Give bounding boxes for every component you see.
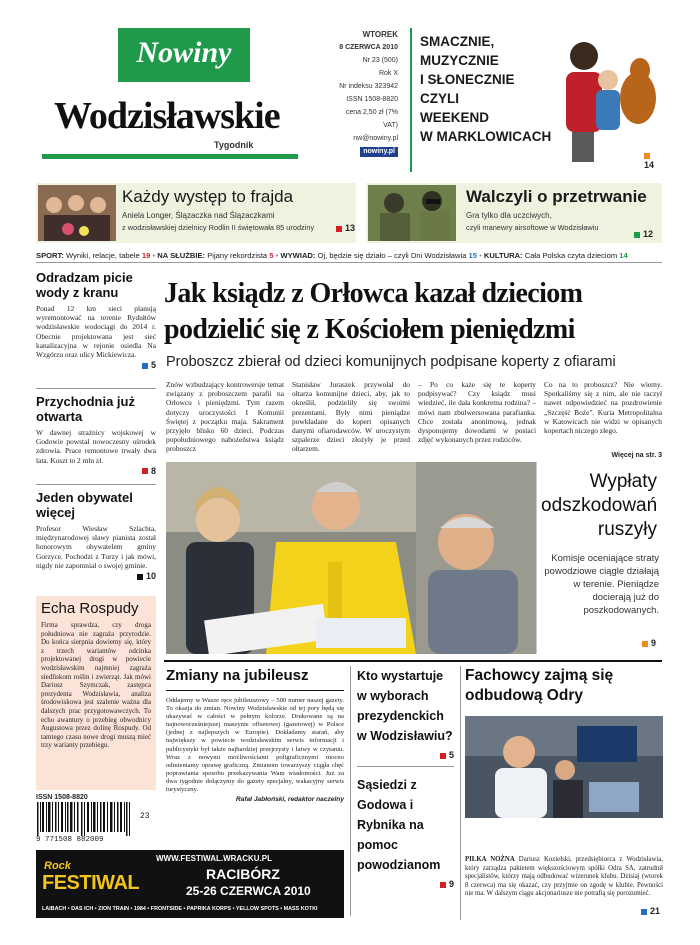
mid-question-2-page xyxy=(357,879,454,889)
sidebar-item-page-num: 10 xyxy=(145,571,156,582)
ticker-page: 14 xyxy=(619,251,628,260)
feature-title: Wypłaty odszkodowań ruszyły xyxy=(541,471,658,540)
logo-underline xyxy=(42,154,298,159)
ticker-kultura[interactable] xyxy=(484,251,628,260)
mid-column xyxy=(350,666,454,916)
lead-deck: Proboszcz zbierał od dzieci komunijnych podpisane koperty z ofiarami xyxy=(166,354,616,370)
odra-article[interactable] xyxy=(460,666,662,920)
ticker-page: 15 xyxy=(468,251,477,260)
ticker-text: Oj, będzie się działo – czyli Dni Wodzisławia xyxy=(317,251,467,260)
promo-right-title: Walczyli o przetrwanie xyxy=(466,187,647,206)
ticker-sport[interactable] xyxy=(36,251,150,260)
sidebar-item-page xyxy=(36,571,156,581)
top-promo-line: I SŁONECZNIE xyxy=(420,72,515,87)
echo-body: Firma sprawdza, czy droga południowa nie zagraża przyrodzie. Do końca sierpnia dowiemy się, który z trzech wariantów odcinka projektowanej drogi w powiecie wodzisławskim najmniej zagraża siedliskom roślin i zwierząt. Jak mówi Dariusz Szymczak, zastępca prezydenta Wodzisławia, analiza środowiskowa jest szalenie ważna dla dalszych prac przygotowawczych. To echo awantury o przebieg obwodnicy Augustowa przez dolinę Rospudy. Od tamtego czasu nowe drogi muszą mieć trzy warianty przebiegu. xyxy=(41,621,151,750)
odra-page xyxy=(641,906,660,916)
sidebar-item-title: Jeden obywatel więcej xyxy=(36,490,133,520)
echo-title: Echa Rospudy xyxy=(41,600,139,617)
lead-more-link[interactable]: Więcej na str. 3 xyxy=(611,452,662,459)
masthead-info xyxy=(332,28,398,158)
barcode-number: 9 771508 882009 xyxy=(36,836,104,844)
editorial-body: Oddajemy w Wasze ręce jubileuszowy – 500 numer naszej gazety. To okazja do zmian. Nowiny Wodzisławskie od tej pory będą się ukazywać w całości w pełnym kolorze. Drukowane są na najnowocześniejszej maszynie offsetowej (gazetowej) w Polsce (jednej z najlepszych w Europie). Dokładamy starań, aby największy w powiecie wodzisławskim serwis informacji i publicystyki był także najbardziej przejrzysty i łatwy w czytaniu. Wraz z nowymi możliwościami poligraficznymi mocno odmieniamy oprawę graficzną. Zmianom towarzyszy ciągła chęć poprawiania sposobu przekazywania Wam wiadomości. Już za dwa tygodnie dołączymy do gazety specjalny, wakacyjny serwis turystyczny. xyxy=(166,697,344,794)
sidebar-item-body: Profesor Wiesław Szlachta, międzynarodowej sławy pianista został honorowym obywatelem gminy Gorzyce. Pochodzi z Turzy i jak mówi, nigdy nie zapomniał o swojej gminie. xyxy=(36,524,156,570)
ticker-label: WYWIAD: xyxy=(280,251,316,260)
info-email[interactable]: nw@nowiny.pl xyxy=(353,135,398,142)
festival-logo-top: Rock xyxy=(44,860,71,872)
festival-dates: 25-26 CZERWCA 2010 xyxy=(186,884,311,898)
editorial-signature: Rafał Jabłoński, redaktor naczelny xyxy=(235,796,344,804)
lead-columns xyxy=(166,380,662,460)
sidebar-item-title: Przychodnia już otwarta xyxy=(36,394,135,424)
promo-left-sub: Aniela Longer, Ślązaczka nad Ślązaczkami xyxy=(122,211,275,220)
mid-page-num: 5 xyxy=(448,750,454,760)
sidebar-item-title: Odradzam picie wody z kranu xyxy=(36,270,133,300)
sidebar-item[interactable] xyxy=(36,270,156,370)
lead-column: Znów wzbudzający kontrowersje temat związany z proboszczem parafii na Orłowcu i pieniędzmi. Tym razem dotyczy uroczystości I Komunii Świętej z początku maja. Sakrament przyjęło blisko 60 dzieci. Podczas popołudniowego nabożeństwa ksiądz proboszcz xyxy=(166,380,284,454)
info-day: WTOREK xyxy=(362,30,398,39)
festival-banner[interactable] xyxy=(36,850,344,918)
masthead xyxy=(36,28,326,172)
ticker-na-sluzbie[interactable] xyxy=(157,251,273,260)
info-issn: ISSN 1508-8820 xyxy=(346,96,398,103)
divider xyxy=(36,484,156,485)
top-promo-line: MUZYCZNIE xyxy=(420,53,499,68)
promo-left-page-num: 13 xyxy=(345,223,356,233)
ticker-label: KULTURA: xyxy=(483,251,523,260)
logo-top: Nowiny xyxy=(136,36,232,69)
info-number: Nr 23 (500) xyxy=(362,57,398,64)
info-index: Nr indeksu 323942 xyxy=(339,83,398,90)
sidebar-item-body: W dawnej strażnicy wojskowej w Godowie powstał nowoczesny ośrodek zdrowia. Prace remontowe trwały dwa lata. Koszt to 2 mln zł. xyxy=(36,428,156,465)
promo-right[interactable] xyxy=(366,183,662,243)
lead-photo xyxy=(166,462,536,654)
sidebar-item[interactable] xyxy=(36,394,156,476)
ticker-label: NA SŁUŻBIE: xyxy=(157,251,206,260)
ticker-wywiad[interactable] xyxy=(280,251,477,260)
ticker-label: SPORT: xyxy=(36,251,64,260)
top-promo-page-num: 14 xyxy=(644,160,655,170)
top-promo-page xyxy=(644,150,662,170)
mid-question-2[interactable]: Sąsiedzi z Godowa i Rybnika na pomoc powodzianom xyxy=(357,778,441,872)
promo-left-photo xyxy=(38,185,116,241)
ticker: SPORT: Wyniki, relacje, tabele 19 • NA SŁUŻBIE: Pijany rekordzista 5 • WYWIAD: Oj, będzie się działo – czyli Dni Wodzisławia 15 • KULTURA: Cała Polska czyta dzieciom 14 xyxy=(36,249,662,263)
sidebar-item-body: Ponad 12 km sieci planują wyremontować na terenie Rydułtów wodzisławskie wodociągi do 2014 r. Obecnie projektowana jest sieć kanalizacyjna w rejonie osiedla Na Wzgórzu oraz ulicy Mickiewicza. xyxy=(36,304,156,360)
promo-left-page xyxy=(336,223,355,233)
mid-page-num: 9 xyxy=(448,879,454,889)
info-date: 8 CZERWCA 2010 xyxy=(339,44,398,51)
lead-headline[interactable]: Jak ksiądz z Orłowca kazał dzieciom podzielić się z Kościołem pieniędzmi xyxy=(164,278,583,345)
promo-right-sub: Gra tylko dla uczciwych, xyxy=(466,211,552,220)
top-promo-photo xyxy=(540,36,662,164)
info-year: Rok X xyxy=(378,70,398,77)
promo-right-page xyxy=(634,229,653,239)
feature-box[interactable] xyxy=(536,462,662,654)
festival-city: RACIBÓRZ xyxy=(206,866,280,882)
top-promo-line: CZYLI xyxy=(420,91,459,106)
promo-left[interactable] xyxy=(36,183,356,243)
barcode-block xyxy=(36,794,156,852)
echo-box[interactable] xyxy=(36,596,156,790)
mid-question-1-page xyxy=(357,750,454,760)
mid-question-1[interactable]: Kto wystartuje w wyborach prezydenckich w Wodzisławiu? xyxy=(357,669,453,743)
top-promo-line: WEEKEND xyxy=(420,110,490,125)
ticker-text: Pijany rekordzista xyxy=(207,251,268,260)
top-promo-text xyxy=(420,32,551,146)
ticker-text: Wyniki, relacje, tabele xyxy=(65,251,140,260)
sidebar-item-page xyxy=(36,466,156,476)
promo-right-photo xyxy=(368,185,456,241)
ticker-page: 5 xyxy=(269,251,274,260)
sidebar-item-page xyxy=(36,360,156,370)
odra-body xyxy=(465,856,663,899)
top-promo[interactable] xyxy=(410,28,662,172)
top-promo-line: W MARKLOWICACH xyxy=(420,129,552,144)
divider xyxy=(36,388,156,389)
promo-left-title: Każdy występ to frajda xyxy=(122,187,294,206)
sidebar-item-page-num: 5 xyxy=(150,360,156,371)
editorial-title: Zmiany na jubileusz xyxy=(166,666,344,691)
festival-bands: LAIBACH • DAŚ ICH • ZION TRAIN • 1984 • FRONTSIDE • PAPRIKA KORPS • YELLOW SPOTS • MASS KOTKI xyxy=(42,906,318,912)
barcode-issue: 23 xyxy=(140,812,150,821)
sidebar xyxy=(36,270,156,850)
feature-page xyxy=(642,638,656,648)
odra-lead-label: PIŁKA NOŻNA xyxy=(465,856,515,863)
divider xyxy=(357,766,454,767)
odra-photo xyxy=(465,716,663,818)
ticker-page: 19 xyxy=(141,251,151,260)
promo-right-page-num: 12 xyxy=(643,229,654,239)
barcode-icon xyxy=(36,802,134,836)
divider xyxy=(164,660,662,662)
odra-body-text: Dariusz Koziełski, przedsiębiorca z Wodzisławia, który zarządza pakietem większościowym spółki Odra SA, zatrudnił specjalistów, którzy mają odbudować wizerunek klubu. Dzisiaj (wtorek 8 czerwca) ma się okazać, czy przyjmie on zgodę w klubie. Pewności nie ma. W dalszym ciągu akcjonariusze nie potrafią się porozumieć. xyxy=(465,856,664,898)
barcode-issn: ISSN 1508-8820 xyxy=(36,794,88,801)
sidebar-item-page-num: 8 xyxy=(150,465,156,476)
promo-left-sub2: z wodzisławskiej dzielnicy Rodlin II świętowała 85 urodziny xyxy=(122,223,315,232)
logo-sub: Tygodnik xyxy=(214,140,254,150)
festival-logo-main: FESTIWAL xyxy=(42,872,140,894)
sidebar-item[interactable] xyxy=(36,490,156,581)
lead-column: – Po co każe się te koperty podpisywać? Czy ksiądz musi wiedzieć, ile dała konkretna rodzina? – mówi nam zbulwersowana parafianka. Chce została anonimową, jednak dysponujemy dowodami w postaci zdjęć wykonanych przez rodziców. xyxy=(418,380,536,445)
odra-page-num: 21 xyxy=(649,906,660,916)
promo-right-sub2: czyli manewry airsoftowe w Wodzisławiu xyxy=(466,223,599,232)
lead-column: Stanisław Juraszek przywołał do ołtarza komunijne dzieci, aby, jak to określił, podzieliły się swoimi prezentami. Były nimi pieniądze powkładane do kopert opisanych danymi ofiarodawców. W uroczystym szpalerze dzieci złożyły je przed ołtarzem. xyxy=(292,380,410,454)
top-promo-line: SMACZNIE, xyxy=(420,34,495,49)
feature-page-num: 9 xyxy=(650,638,656,648)
brand-badge[interactable]: nowiny.pl xyxy=(360,147,398,157)
festival-url[interactable]: WWW.FESTIWAL.WRACKU.PL xyxy=(156,854,272,863)
info-price: cena 2,50 zł (7% VAT) xyxy=(345,109,398,129)
lead-column: Co na to proboszcz? Nie wiemy. Spotkaliśmy się z nim, ale nie raczył nawet odpowiedzieć na pozdrowienie „Szczęść Boże". Kuria Metropolitalna w Katowicach nie widzi w opisanych kopertach niczego złego. xyxy=(544,380,662,436)
odra-title: Fachowcy zajmą się odbudową Odry xyxy=(465,667,614,704)
logo-main: Wodzisławskie xyxy=(54,95,280,137)
feature-body: Komisje oceniające straty powodziowe ciągle działają w terenie. Pieniądze docierają już do poszkodowanych. xyxy=(544,553,659,616)
editorial[interactable] xyxy=(166,666,344,842)
ticker-text: Cała Polska czyta dzieciom xyxy=(524,251,618,260)
